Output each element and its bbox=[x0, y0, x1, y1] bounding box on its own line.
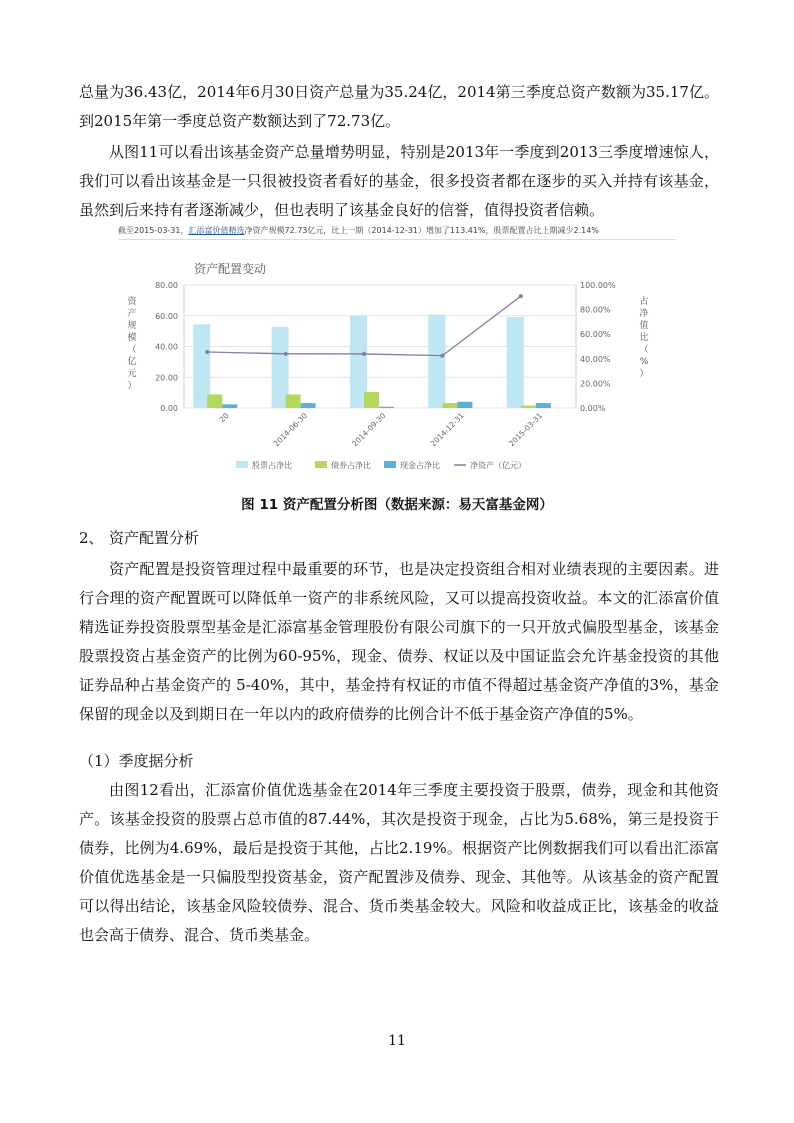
axis-label-char: 占 bbox=[639, 297, 649, 307]
axis-label-char: 规 bbox=[127, 321, 137, 331]
bar-1-1 bbox=[286, 394, 301, 408]
legend-label: 股票占净比 bbox=[252, 461, 292, 470]
net-asset-point-0 bbox=[205, 350, 209, 354]
net-asset-point-1 bbox=[284, 352, 288, 356]
x-tick-label: 20 bbox=[217, 411, 231, 425]
right-tick-label: 0.00% bbox=[580, 404, 606, 413]
legend-item-0 bbox=[236, 460, 292, 470]
x-tick-label: 2014-09-30 bbox=[350, 411, 388, 449]
bar-0-4 bbox=[507, 317, 524, 408]
chart-title: 资产配置变动 bbox=[194, 262, 267, 276]
legend-item-3 bbox=[454, 460, 526, 470]
paragraph-quarterly-analysis: 由图12看出，汇添富价值优选基金在2014年三季度主要投资于股票，债券，现金和其他资产。该基金投资的股票占总市值的87.44%，其次是投资于现金，占比为5.68%，第三是投资于债券，比例为4.69%，最后是投资于其他，占比2.19%。根据资产比例数据我们可以看出汇添富价值优选基金是一只偏股型投资基金，资产配置涉及债券、现金、其他等。从该基金的资产配置可以得出结论，该基金风险较债券、混合、货币类基金较大。风险和收益成正比，该基金的收益也会高于债券、混合、货币类基金。 bbox=[79, 781, 719, 944]
axis-label-char: 值 bbox=[639, 321, 649, 331]
bar-1-4 bbox=[521, 406, 536, 408]
bar-2-3 bbox=[457, 402, 472, 408]
axis-label-char: 净 bbox=[639, 309, 649, 319]
right-tick-label: 100.00% bbox=[580, 281, 616, 290]
chart-header-prefix: 截至2015-03-31， bbox=[118, 226, 189, 235]
axis-label-char: % bbox=[639, 357, 649, 367]
axis-label-char: （ bbox=[639, 345, 649, 355]
axis-label-char: 资 bbox=[127, 297, 137, 307]
right-tick-label: 60.00% bbox=[580, 330, 611, 340]
section-heading bbox=[79, 524, 199, 553]
left-tick-label: 60.00 bbox=[155, 311, 178, 321]
left-tick-label: 20.00 bbox=[155, 373, 178, 383]
axis-label-char: 比 bbox=[639, 333, 649, 343]
net-asset-point-3 bbox=[440, 354, 444, 358]
right-tick-label: 40.00% bbox=[580, 354, 611, 364]
bar-2-0 bbox=[222, 404, 237, 408]
legend-swatch bbox=[315, 461, 327, 468]
left-tick-label: 80.00 bbox=[155, 281, 178, 290]
bar-2-2 bbox=[379, 407, 394, 408]
legend-label: 债券占净比 bbox=[331, 461, 371, 470]
left-tick-label: 0.00 bbox=[160, 404, 178, 413]
net-asset-point-2 bbox=[362, 352, 366, 356]
section-title: 资产配置分析 bbox=[109, 529, 200, 547]
section-number: 2、 bbox=[79, 529, 104, 547]
paragraph-asset-totals: 总量为36.43亿，2014年6月30日资产总量为35.24亿，2014第三季度总资产数额为35.17亿。到2015年第一季度总资产数额达到了72.73亿。 bbox=[79, 83, 719, 130]
bar-2-1 bbox=[301, 403, 316, 408]
figure-caption: 图 11 资产配置分析图（数据来源：易天富基金网） bbox=[241, 497, 553, 513]
axis-label-char: ） bbox=[127, 381, 137, 391]
legend-label: 现金占净比 bbox=[400, 461, 440, 470]
paragraph-growth-analysis: 从图11可以看出该基金资产总量增势明显，特别是2013年一季度到2013三季度增速惊人，我们可以看出该基金是一只很被投资者看好的基金，很多投资者都在逐步的买入并持有该基金，虽然到后来持有者逐渐减少，但也表明了该基金良好的信誉，值得投资者信赖。 bbox=[79, 143, 719, 219]
sub-heading: （1）季度据分析 bbox=[79, 752, 194, 770]
left-axis-label bbox=[127, 295, 137, 391]
x-tick-label: 2014-06-30 bbox=[271, 411, 310, 449]
x-tick-label: 2015-03-31 bbox=[507, 411, 545, 449]
bar-1-3 bbox=[442, 403, 457, 408]
bar-2-4 bbox=[536, 403, 551, 408]
chart-header-suffix: 净资产规模72.73亿元，比上一期（2014-12-31）增加了113.41%，股票配置占比上期减少2.14% bbox=[244, 226, 599, 235]
legend-label: 净资产（亿元） bbox=[470, 461, 526, 470]
axis-label-char: （ bbox=[127, 345, 137, 355]
legend-item-1 bbox=[315, 460, 371, 470]
net-asset-point-4 bbox=[519, 294, 523, 298]
chart-header bbox=[118, 222, 676, 240]
legend-swatch bbox=[384, 461, 396, 468]
axis-label-char: 亿 bbox=[127, 357, 137, 367]
right-tick-label: 20.00% bbox=[580, 379, 611, 389]
axis-label-char: ） bbox=[639, 369, 649, 379]
paragraph-asset-allocation: 资产配置是投资管理过程中最重要的环节，也是决定投资组合相对业绩表现的主要因素。进行合理的资产配置既可以降低单一资产的非系统风险，又可以提高投资收益。本文的汇添富价值精选证券投资股票型基金是汇添富基金管理股份有限公司旗下的一只开放式偏股型基金，该基金股票投资占基金资产的比例为60-95%，现金、债券、权证以及中国证监会允许基金投资的其他证券品种占基金资产的 5-40%，其中，基金持有权证的市值不得超过基金资产净值的3%，基金保留的现金以及到期日在一年以内的政府债券的比例合计不低于基金资产净值的5%。 bbox=[79, 560, 719, 723]
bar-0-3 bbox=[428, 315, 445, 408]
bar-1-2 bbox=[364, 392, 379, 408]
right-tick-label: 80.00% bbox=[580, 305, 611, 315]
axis-label-char: 产 bbox=[127, 309, 137, 319]
axis-label-char: 元 bbox=[127, 369, 137, 379]
fund-name-link[interactable]: 汇添富价值精选 bbox=[188, 226, 245, 235]
bar-1-0 bbox=[207, 394, 222, 408]
legend-swatch bbox=[236, 461, 248, 468]
page-number: 11 bbox=[388, 1033, 406, 1049]
legend-item-2 bbox=[384, 460, 440, 470]
right-axis-label bbox=[639, 295, 648, 379]
asset-allocation-chart bbox=[118, 242, 676, 484]
axis-label-char: 模 bbox=[127, 333, 137, 343]
x-tick-label: 2014-12-31 bbox=[428, 411, 466, 449]
asset-allocation-figure bbox=[118, 222, 676, 484]
left-tick-label: 40.00 bbox=[155, 342, 178, 352]
